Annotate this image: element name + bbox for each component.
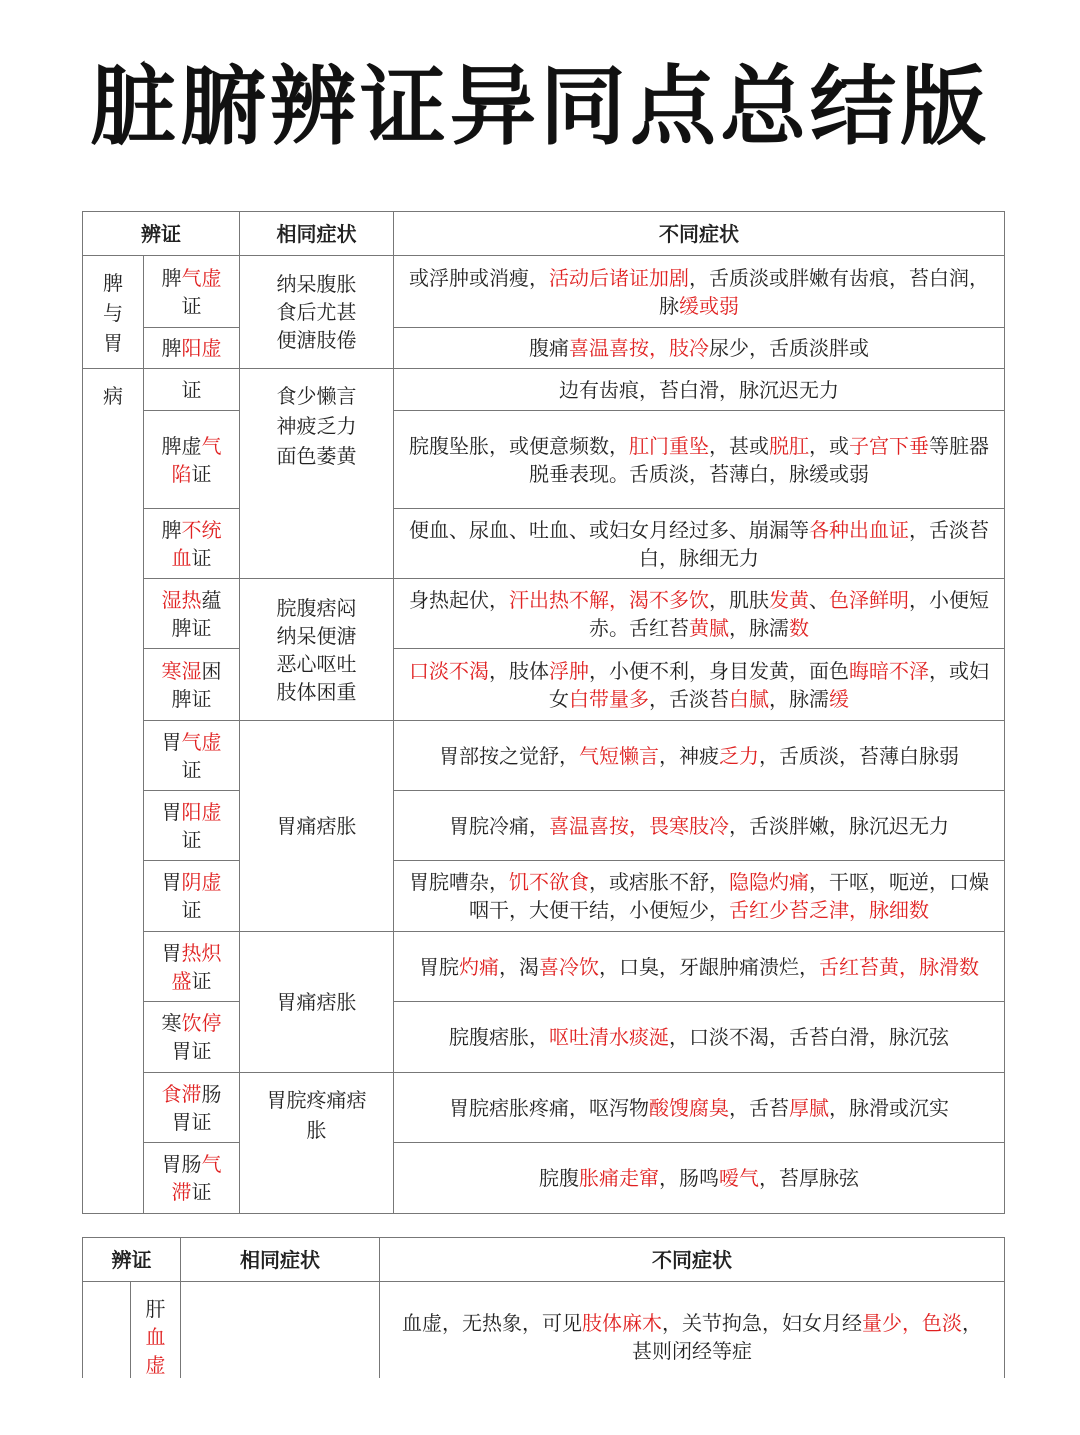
common-symptom-line: 神疲乏力 <box>276 414 357 438</box>
syndrome-name <box>144 861 240 932</box>
plain-text: ，苔厚脉弦 <box>759 1166 859 1190</box>
highlight-text: 白带量多 <box>569 686 649 711</box>
highlight-text: 肢体麻木 <box>582 1310 662 1335</box>
highlight-text: 阴虚 <box>181 870 222 894</box>
common-symptom-line: 肢体困重 <box>276 679 357 704</box>
plain-text: 脘腹 <box>539 1166 579 1190</box>
plain-text: ，肠鸣 <box>659 1166 719 1190</box>
plain-text: 证 <box>191 461 212 486</box>
highlight-text: 气短懒言 <box>579 743 659 768</box>
plain-text: 证 <box>191 1180 212 1204</box>
plain-text: ，小便不利，身目发黄，面色 <box>589 658 849 683</box>
highlight-text: 舌红少苔乏津，脉细数 <box>729 898 929 922</box>
plain-text: 脘腹痞胀， <box>449 1025 549 1049</box>
plain-text: 胃 <box>161 729 182 754</box>
plain-text: 蕴脾证 <box>171 587 222 640</box>
syndrome-name <box>144 328 240 369</box>
common-symptoms <box>181 1282 380 1379</box>
highlight-text: 活动后诸证加剧 <box>549 265 689 290</box>
plain-text: 困脾证 <box>171 658 222 711</box>
plain-text: 等脏器脱垂表现。舌质淡，苔薄白，脉缓或弱 <box>529 433 989 486</box>
category-cell <box>83 1282 131 1379</box>
common-symptoms <box>240 932 394 1073</box>
highlight-text: 热炽盛 <box>171 940 222 993</box>
plain-text: 胃脘痞胀疼痛，呕泻物 <box>449 1095 649 1120</box>
header-different-symptoms: 不同症状 <box>380 1238 1005 1282</box>
plain-text: ，口淡不渴，舌苔白滑，脉沉弦 <box>669 1025 949 1049</box>
highlight-text: 各种出血证 <box>809 517 909 542</box>
table2-clip <box>82 1237 1005 1378</box>
plain-text: 血虚，无热象，可见 <box>402 1310 582 1335</box>
different-symptoms <box>394 932 1005 1002</box>
highlight-text: 晦暗不泽 <box>849 658 929 683</box>
common-symptom-line: 胃脘疼痛痞 <box>266 1088 367 1112</box>
plain-text: 证 <box>181 377 202 402</box>
syndrome-name <box>144 411 240 509</box>
plain-text: ，干呕，呃逆，口燥咽干，大便干结，小便短少， <box>469 870 989 922</box>
highlight-text: 不统血 <box>171 517 222 570</box>
different-symptoms <box>394 411 1005 509</box>
highlight-text: 灼痛 <box>459 954 499 979</box>
common-symptoms <box>240 369 394 579</box>
highlight-text: 肛门重坠 <box>629 433 709 458</box>
common-symptoms <box>240 256 394 369</box>
common-symptom-line: 恶心呕吐 <box>276 651 357 676</box>
highlight-text: 阳虚 <box>181 336 222 360</box>
common-symptom-line: 纳呆腹胀 <box>276 272 357 296</box>
different-symptoms <box>394 328 1005 369</box>
highlight-text: 数 <box>789 615 809 640</box>
plain-text: ，舌质淡，苔薄白脉弱 <box>759 743 959 768</box>
common-symptom-line: 食少懒言 <box>276 384 357 408</box>
plain-text: ，肌肤 <box>709 587 769 612</box>
syndrome-table-liver <box>82 1237 1005 1378</box>
plain-text: 寒 <box>161 1011 182 1035</box>
syndrome-name <box>144 721 240 791</box>
different-symptoms <box>394 1143 1005 1214</box>
highlight-text: 厚腻 <box>789 1095 829 1120</box>
syndrome-name <box>144 256 240 328</box>
syndrome-name <box>131 1282 181 1379</box>
highlight-text: 口淡不渴 <box>409 658 489 683</box>
highlight-text: 饮停 <box>181 1011 222 1035</box>
highlight-text: 舌红苔黄，脉滑数 <box>819 954 979 979</box>
highlight-text: 汗出热不解，渴不多饮 <box>509 587 709 612</box>
plain-text: ，肢体 <box>489 658 549 683</box>
syndrome-name <box>144 649 240 721</box>
common-symptom-line: 面色萎黄 <box>276 444 357 468</box>
highlight-text: 缓 <box>829 686 849 711</box>
highlight-text: 气陷 <box>171 433 222 486</box>
plain-text: 肠胃证 <box>171 1081 222 1134</box>
common-symptom-line: 食后尤甚 <box>276 300 357 324</box>
highlight-text: 隐隐灼痛 <box>729 870 809 894</box>
common-symptom-line: 胀 <box>306 1118 327 1142</box>
page-title: 脏腑辨证异同点总结版 <box>90 57 990 157</box>
different-symptoms <box>394 369 1005 411</box>
syndrome-table-spleen-stomach <box>82 211 1005 1214</box>
common-symptoms <box>240 1073 394 1214</box>
plain-text: 便血、尿血、吐血、或妇女月经过多、崩漏等 <box>409 517 809 542</box>
plain-text: 证 <box>191 968 212 993</box>
plain-text: 胃脘 <box>419 954 459 979</box>
common-symptom-line: 脘腹痞闷 <box>276 595 357 620</box>
plain-text: 胃 <box>161 870 182 894</box>
highlight-text: 浮肿 <box>549 658 589 683</box>
plain-text: 尿少，舌质淡胖或 <box>709 336 869 360</box>
header-common-symptoms: 相同症状 <box>240 212 394 256</box>
plain-text: 证 <box>181 293 202 318</box>
plain-text: 边有齿痕，苔白滑，脉沉迟无力 <box>559 377 839 402</box>
name-char: 肝 <box>145 1296 166 1321</box>
highlight-text: 喜温喜按，畏寒肢冷 <box>549 813 729 838</box>
plain-text: 证 <box>181 898 202 922</box>
syndrome-name <box>144 1002 240 1073</box>
plain-text: 身热起伏， <box>409 587 509 612</box>
highlight-text: 白腻 <box>729 686 769 711</box>
highlight-text: 酸馊腐臭 <box>649 1095 729 1120</box>
different-symptoms <box>394 721 1005 791</box>
highlight-text: 气虚 <box>181 265 222 290</box>
common-symptoms <box>240 579 394 721</box>
syndrome-name <box>144 509 240 579</box>
plain-text: ，或 <box>809 433 849 458</box>
different-symptoms <box>394 1073 1005 1143</box>
plain-text: 证 <box>181 757 202 782</box>
plain-text: 脾 <box>161 517 182 542</box>
plain-text: 胃 <box>161 940 182 965</box>
plain-text: 、 <box>809 587 829 612</box>
plain-text: ，脉滑或沉实 <box>829 1095 949 1120</box>
plain-text: ，甚或 <box>709 433 769 458</box>
highlight-text: 气虚 <box>181 729 222 754</box>
common-symptom-line: 纳呆便溏 <box>276 623 357 648</box>
header-different-symptoms: 不同症状 <box>394 212 1005 256</box>
plain-text: ，或妇女 <box>549 658 989 711</box>
highlight-text: 缓或弱 <box>679 293 739 318</box>
plain-text: 证 <box>181 827 202 852</box>
plain-text: 胃部按之觉舒， <box>439 743 579 768</box>
plain-text: ，关节拘急，妇女月经 <box>662 1310 862 1335</box>
highlight-text: 发黄 <box>769 587 809 612</box>
plain-text: 胃脘嘈杂， <box>409 870 509 894</box>
syndrome-name <box>144 932 240 1002</box>
plain-text: ，口臭，牙龈肿痛溃烂， <box>599 954 819 979</box>
plain-text: ，舌苔 <box>729 1095 789 1120</box>
plain-text: 脾虚 <box>161 433 202 458</box>
common-symptoms <box>240 721 394 932</box>
plain-text: 胃证 <box>171 1039 212 1063</box>
different-symptoms <box>380 1282 1005 1379</box>
plain-text: 胃 <box>161 799 182 824</box>
plain-text: 腹痛 <box>529 336 569 360</box>
highlight-text: 色泽鲜明 <box>829 587 909 612</box>
plain-text: 胃脘冷痛， <box>449 813 549 838</box>
syndrome-name <box>144 1143 240 1214</box>
plain-text: ，脉濡 <box>729 615 789 640</box>
category-cell-top: 脾 与 胃 <box>83 256 144 369</box>
syndrome-name <box>144 369 240 411</box>
syndrome-name <box>144 1073 240 1143</box>
highlight-text: 喜温喜按，肢冷 <box>569 336 709 360</box>
common-symptom-line: 便溏肢倦 <box>276 328 357 352</box>
different-symptoms <box>394 579 1005 649</box>
highlight-text: 嗳气 <box>719 1166 759 1190</box>
highlight-text: 呕吐清水痰涎 <box>549 1025 669 1049</box>
different-symptoms <box>394 791 1005 861</box>
different-symptoms <box>394 861 1005 932</box>
different-symptoms <box>394 509 1005 579</box>
different-symptoms <box>394 649 1005 721</box>
plain-text: 胃肠 <box>161 1152 202 1176</box>
name-char: 血 <box>145 1324 166 1349</box>
common-symptom-line: 胃痛痞胀 <box>276 814 357 838</box>
plain-text: ，或痞胀不舒， <box>589 870 729 894</box>
highlight-text: 食滞 <box>161 1081 202 1106</box>
plain-text: 脾 <box>161 265 182 290</box>
common-symptom-line: 胃痛痞胀 <box>276 990 357 1014</box>
highlight-text: 寒湿 <box>161 658 202 683</box>
name-char: 虚 <box>145 1352 166 1377</box>
highlight-text: 黄腻 <box>689 615 729 640</box>
highlight-text: 湿热 <box>161 587 202 612</box>
highlight-text: 量少，色淡 <box>862 1310 962 1335</box>
plain-text: 或浮肿或消瘦， <box>409 265 549 290</box>
highlight-text: 胀痛走窜 <box>579 1166 659 1190</box>
plain-text: 脘腹坠胀，或便意频数， <box>409 433 629 458</box>
plain-text: ，舌淡苔白，脉细无力 <box>639 517 989 570</box>
highlight-text: 气滞 <box>171 1152 222 1204</box>
syndrome-name <box>144 579 240 649</box>
highlight-text: 乏力 <box>719 743 759 768</box>
category-cell-bottom: 病 <box>83 369 144 1214</box>
plain-text: 脾 <box>161 336 182 360</box>
syndrome-name <box>144 791 240 861</box>
different-symptoms <box>394 256 1005 328</box>
plain-text: ，神疲 <box>659 743 719 768</box>
plain-text: 证 <box>191 545 212 570</box>
highlight-text: 阳虚 <box>181 799 222 824</box>
plain-text: ，渴 <box>499 954 539 979</box>
highlight-text: 脱肛 <box>769 433 809 458</box>
header-common-symptoms: 相同症状 <box>181 1238 380 1282</box>
plain-text: ，舌淡苔 <box>649 686 729 711</box>
header-syndrome: 辨证 <box>83 1238 181 1282</box>
plain-text: ，脉濡 <box>769 686 829 711</box>
highlight-text: 喜冷饮 <box>539 954 599 979</box>
highlight-text: 饥不欲食 <box>509 870 589 894</box>
plain-text: ，小便短赤。舌红苔 <box>589 587 989 640</box>
plain-text: ，舌质淡或胖嫩有齿痕，苔白润，脉 <box>659 265 989 318</box>
plain-text: ，舌淡胖嫩，脉沉迟无力 <box>729 813 949 838</box>
plain-text: ，甚则闭经等症 <box>632 1310 982 1363</box>
header-syndrome: 辨证 <box>83 212 240 256</box>
different-symptoms <box>394 1002 1005 1073</box>
highlight-text: 子宫下垂 <box>849 433 929 458</box>
